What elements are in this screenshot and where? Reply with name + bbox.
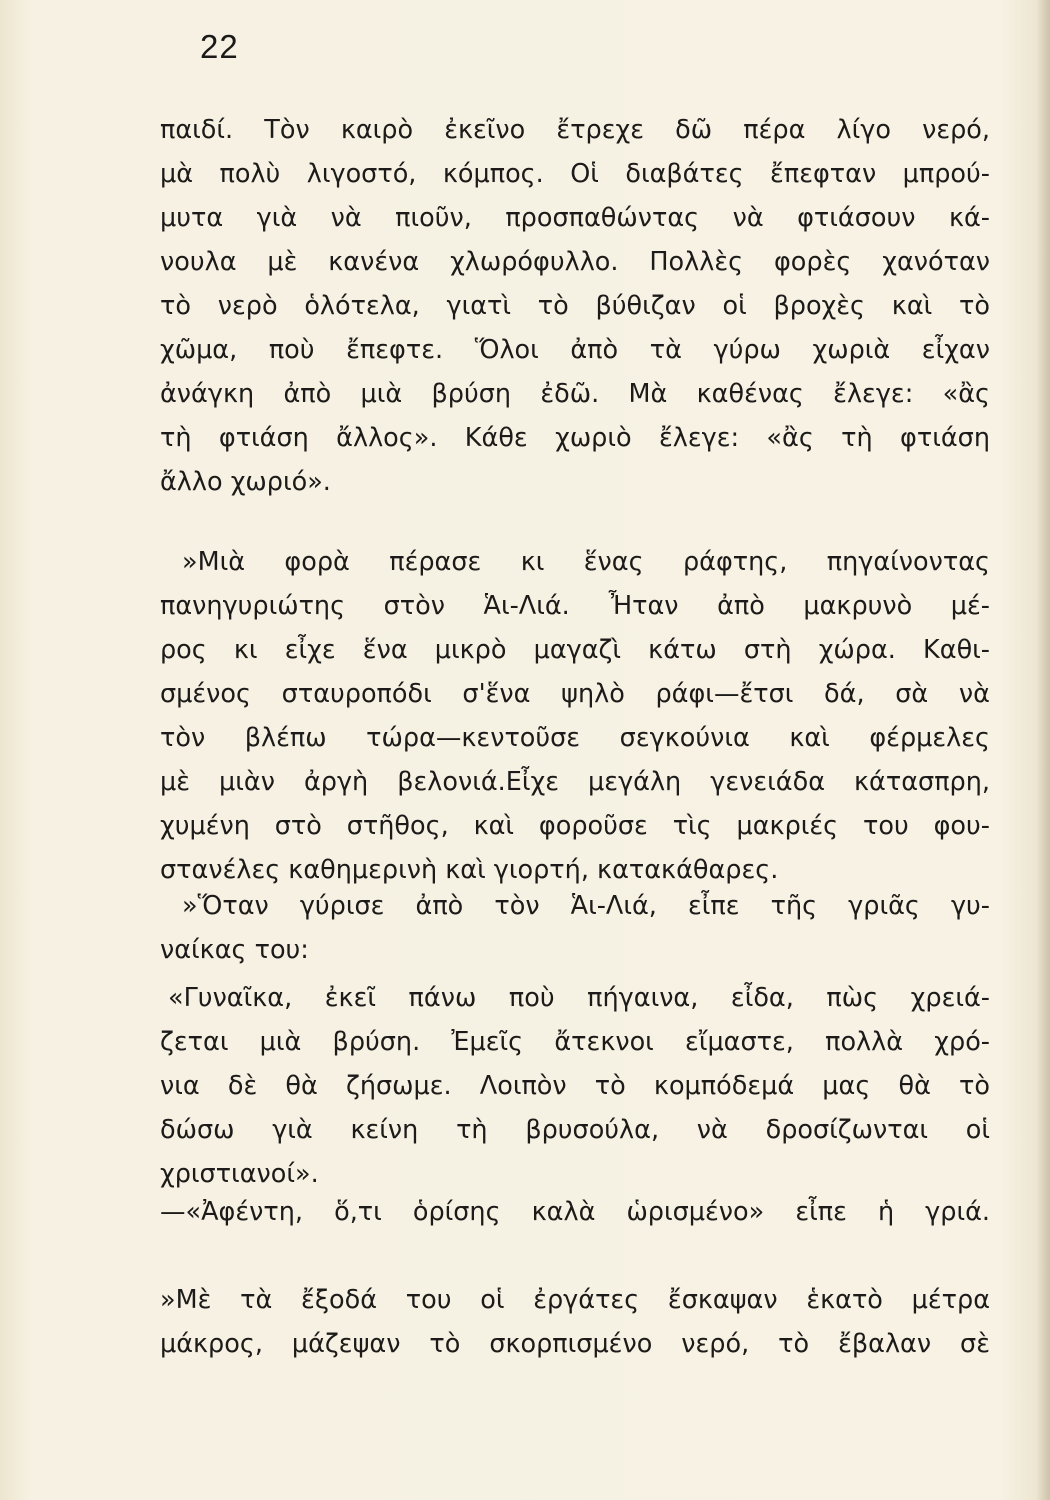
text-line: μάκρος, μάζεψαν τὸ σκορπισμένο νερό, τὸ ἔβαλαν σὲ xyxy=(160,1329,990,1359)
text-line: πανηγυριώτης στὸν Ἁι-Λιά. Ἦταν ἀπὸ μακρυνὸ μέ- xyxy=(160,591,990,621)
text-line: χυμένη στὸ στῆθος, καὶ φοροῦσε τὶς μακριές του φου- xyxy=(160,811,990,841)
text-line: »Ὅταν γύρισε ἀπὸ τὸν Ἁι-Λιά, εἶπε τῆς γριᾶς γυ- xyxy=(182,891,990,921)
text-line: —«Ἀφέντη, ὅ,τι ὁρίσης καλὰ ὡρισμένο» εἶπε ἡ γριά. xyxy=(160,1197,990,1227)
text-line: μυτα γιὰ νὰ πιοῦν, προσπαθώντας νὰ φτιάσουν κά- xyxy=(160,203,990,233)
page-edge-shadow xyxy=(1036,0,1050,1500)
text-line: παιδί. Τὸν καιρὸ ἐκεῖνο ἔτρεχε δῶ πέρα λίγο νερό, xyxy=(160,115,990,145)
paragraph-2 xyxy=(160,540,990,892)
text-line: στανέλες καθημερινὴ καὶ γιορτή, κατακάθαρες. xyxy=(160,855,779,885)
text-line: τὴ φτιάση ἄλλος». Κάθε χωριὸ ἔλεγε: «ἂς τὴ φτιάση xyxy=(160,423,990,453)
paragraph-3 xyxy=(160,884,990,972)
paragraph-6 xyxy=(160,1278,990,1366)
text-line: ναίκας του: xyxy=(160,935,309,965)
page-number: 22 xyxy=(200,28,239,65)
paragraph-1 xyxy=(160,108,990,504)
text-line: ρος κι εἶχε ἕνα μικρὸ μαγαζὶ κάτω στὴ χώρα. Καθι- xyxy=(160,635,990,665)
text-line: νια δὲ θὰ ζήσωμε. Λοιπὸν τὸ κομπόδεμά μας θὰ τὸ xyxy=(160,1071,990,1101)
text-line: σμένος σταυροπόδι σ'ἕνα ψηλὸ ράφι—ἔτσι δά, σὰ νὰ xyxy=(160,679,990,709)
text-line: χῶμα, ποὺ ἔπεφτε. Ὅλοι ἀπὸ τὰ γύρω χωριὰ εἶχαν xyxy=(160,335,990,365)
text-line: δώσω γιὰ κείνη τὴ βρυσούλα, νὰ δροσίζωνται οἱ xyxy=(160,1115,990,1145)
text-line: τὸ νερὸ ὁλότελα, γιατὶ τὸ βύθιζαν οἱ βροχὲς καὶ τὸ xyxy=(160,291,990,321)
text-line: μὲ μιὰν ἀργὴ βελονιά.Εἶχε μεγάλη γενειάδα κάτασπρη, xyxy=(160,767,990,797)
text-line: τὸν βλέπω τώρα—κεντοῦσε σεγκούνια καὶ φέρμελες xyxy=(160,723,990,753)
text-line: ἄλλο χωριό». xyxy=(160,467,331,497)
text-line: «Γυναῖκα, ἐκεῖ πάνω ποὺ πήγαινα, εἶδα, πὼς χρειά- xyxy=(168,983,990,1013)
text-line: χριστιανοί». xyxy=(160,1159,319,1189)
text-line: μὰ πολὺ λιγοστό, κόμπος. Οἱ διαβάτες ἔπεφταν μπρού- xyxy=(160,159,990,189)
text-line: νουλα μὲ κανένα χλωρόφυλλο. Πολλὲς φορὲς χανόταν xyxy=(160,247,990,277)
text-line: ζεται μιὰ βρύση. Ἐμεῖς ἄτεκνοι εἴμαστε, πολλὰ χρό- xyxy=(160,1027,990,1057)
text-line: ἀνάγκη ἀπὸ μιὰ βρύση ἐδῶ. Μὰ καθένας ἔλεγε: «ἂς xyxy=(160,379,990,409)
paragraph-5 xyxy=(160,1190,990,1234)
text-line: »Μὲ τὰ ἔξοδά του οἱ ἐργάτες ἔσκαψαν ἑκατὸ μέτρα xyxy=(160,1285,990,1315)
paragraph-4 xyxy=(160,976,990,1196)
text-line: »Μιὰ φορὰ πέρασε κι ἕνας ράφτης, πηγαίνοντας xyxy=(182,547,990,577)
